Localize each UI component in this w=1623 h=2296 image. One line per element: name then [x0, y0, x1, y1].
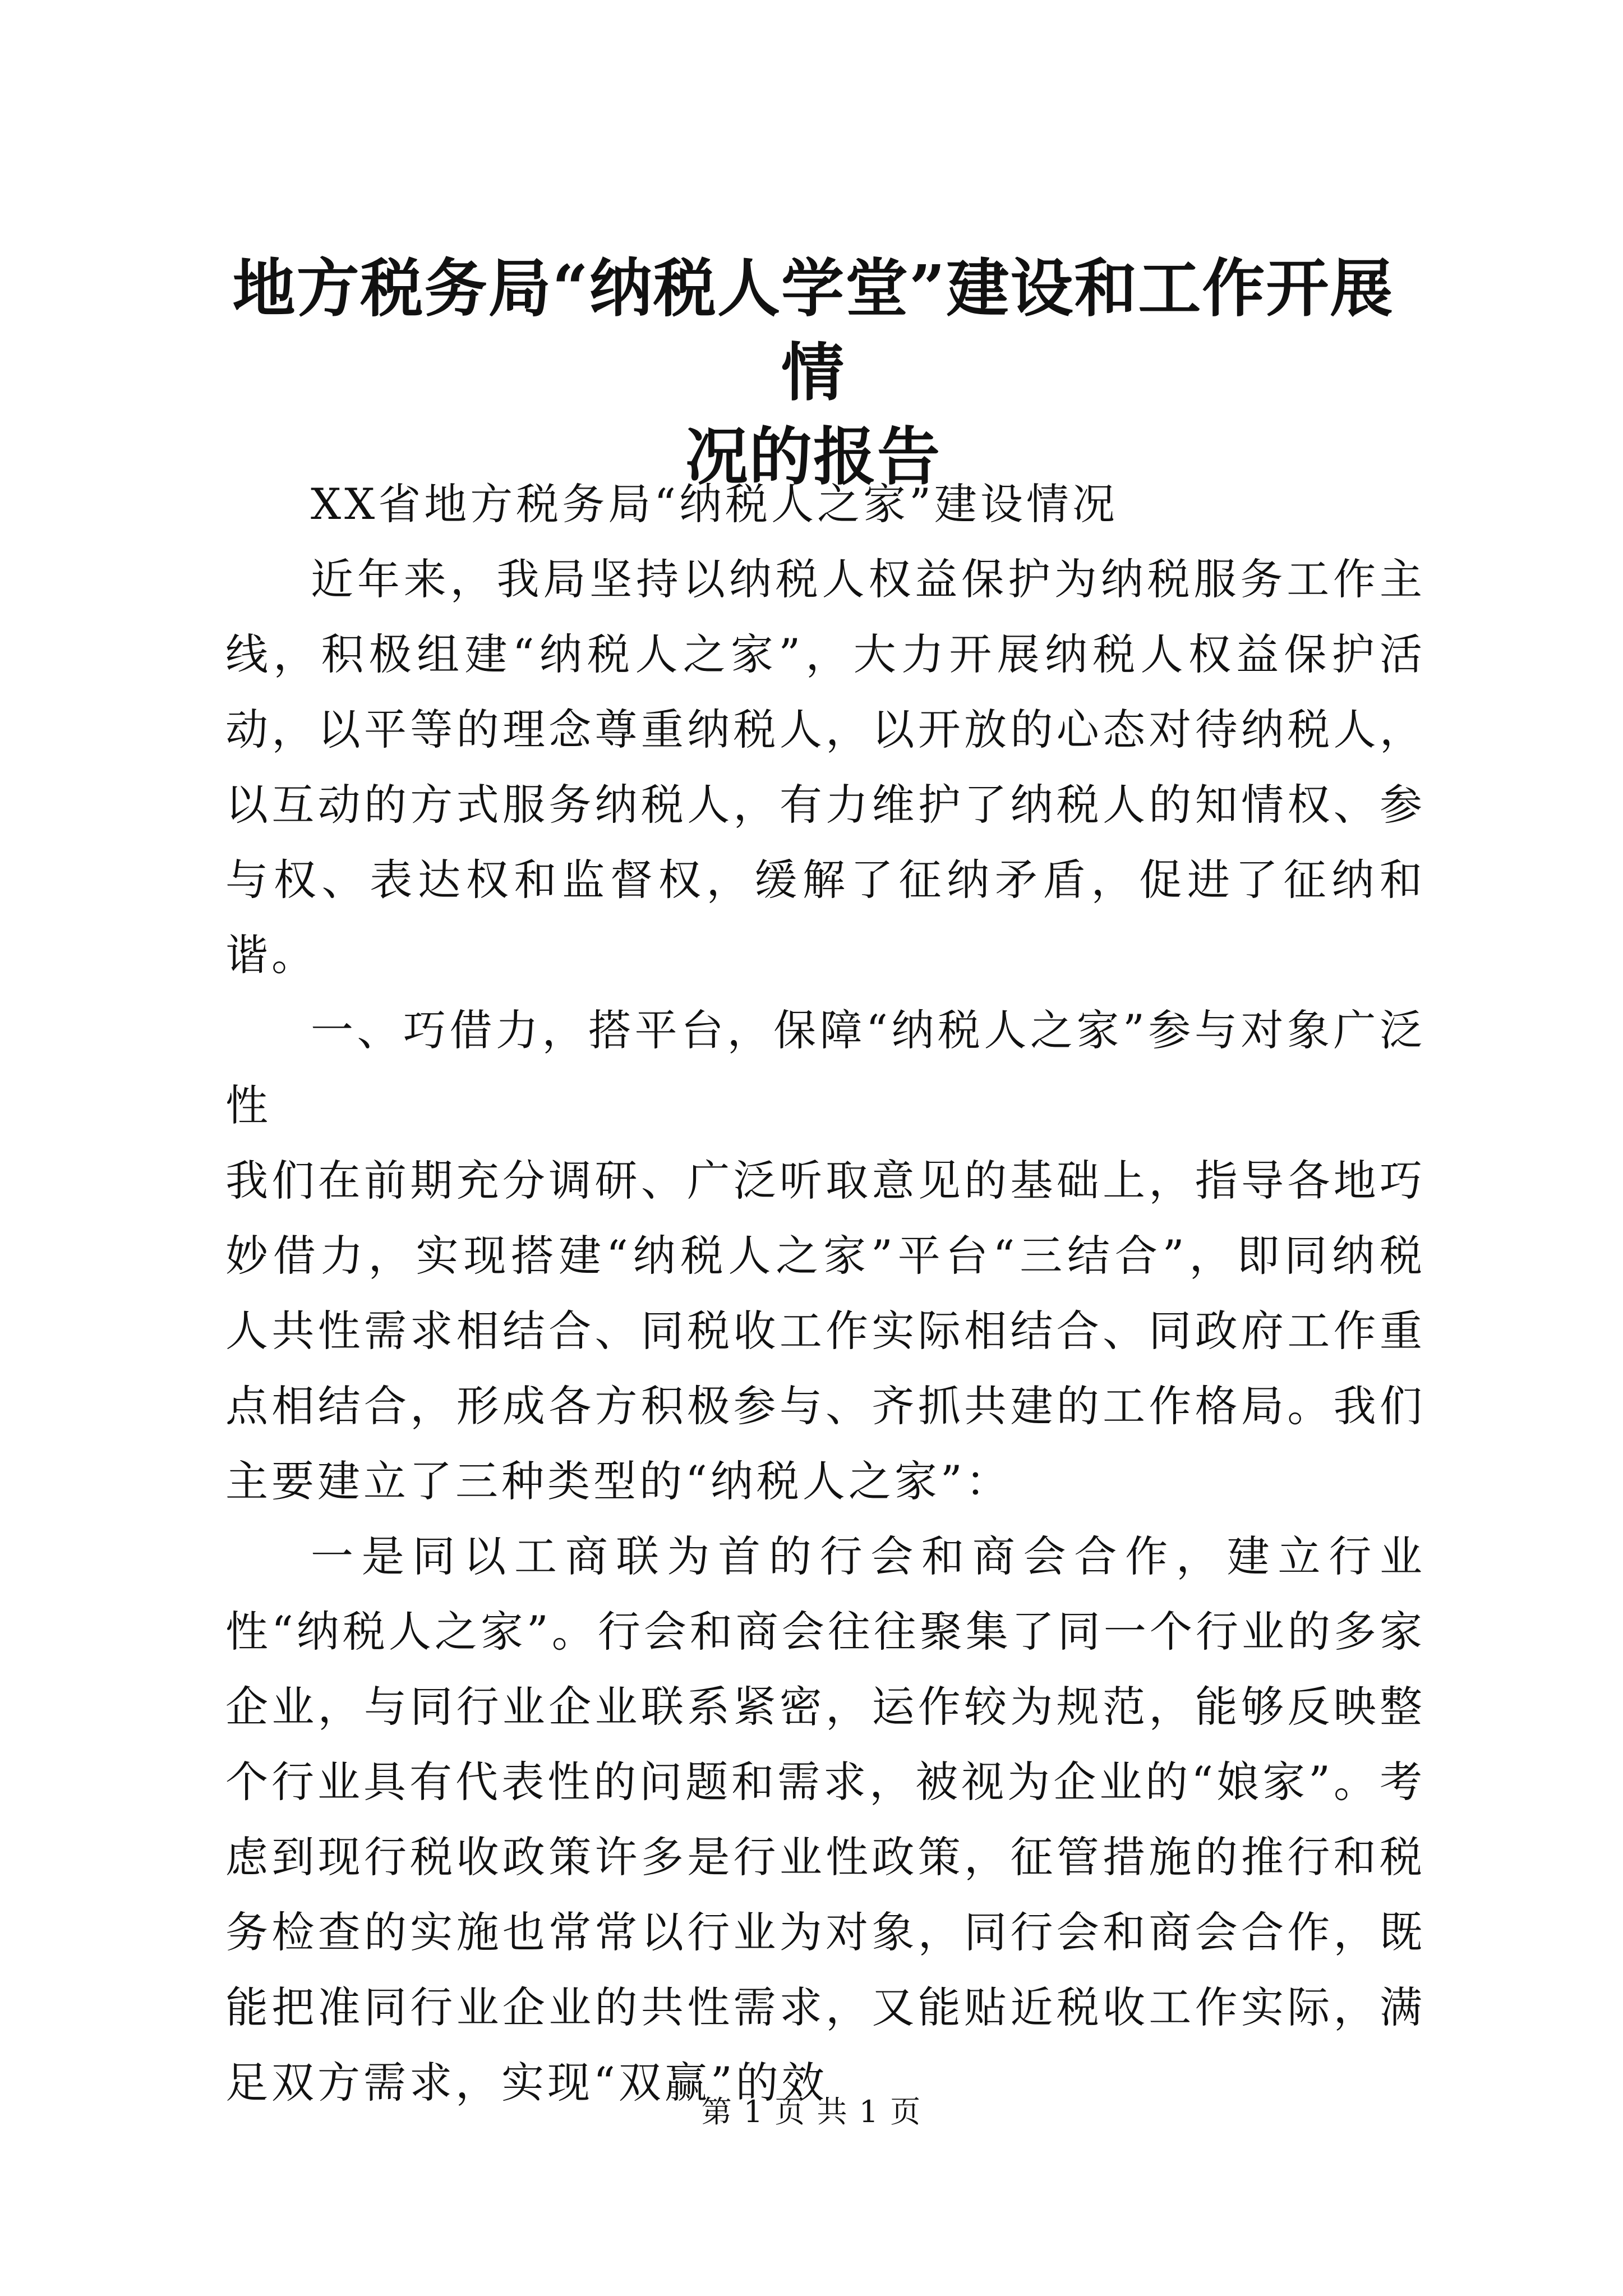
page-footer: 第 1 页 共 1 页 [701, 2094, 922, 2129]
paragraph-subtitle: XX省地方税务局“纳税人之家”建设情况 [311, 479, 1118, 529]
title-line-1: 地方税务局“纳税人学堂”建设和工作开展情 [232, 252, 1394, 409]
title-line-2: 况的报告 [685, 420, 941, 494]
document-body [225, 467, 1426, 2120]
paragraph-intro: 近年来，我局坚持以纳税人权益保护为纳税服务工作主线，积极组建“纳税人之家”，大力开展纳税人权益保护活动，以平等的理念尊重纳税人，以开放的心态对待纳税人，以互动的方式服务纳税人，有力维护了纳税人的知情权、参与权、表达权和监督权，缓解了征纳矛盾，促进了征纳和谐。 [225, 554, 1426, 980]
paragraph-section-heading: 一、巧借力，搭平台，保障“纳税人之家”参与对象广泛性 [225, 1005, 1426, 1130]
document-title [213, 247, 1413, 499]
paragraph-section-1: 我们在前期充分调研、广泛听取意见的基础上，指导各地巧妙借力，实现搭建“纳税人之家”平台“三结合”，即同纳税人共性需求相结合、同税收工作实际相结合、同政府工作重点相结合，形成各方积极参与、齐抓共建的工作格局。我们主要建立了三种类型的“纳税人之家”： [225, 1156, 1426, 1506]
paragraph-type-1: 一是同以工商联为首的行会和商会合作，建立行业性“纳税人之家”。行会和商会往往聚集了同一个行业的多家企业，与同行业企业联系紧密，运作较为规范，能够反映整个行业具有代表性的问题和需求，被视为企业的“娘家”。考虑到现行税收政策许多是行业性政策，征管措施的推行和税务检查的实施也常常以行业为对象，同行会和商会合作，既能把准同行业企业的共性需求，又能贴近税收工作实际，满足双方需求，实现“双赢”的效 [225, 1531, 1426, 2108]
